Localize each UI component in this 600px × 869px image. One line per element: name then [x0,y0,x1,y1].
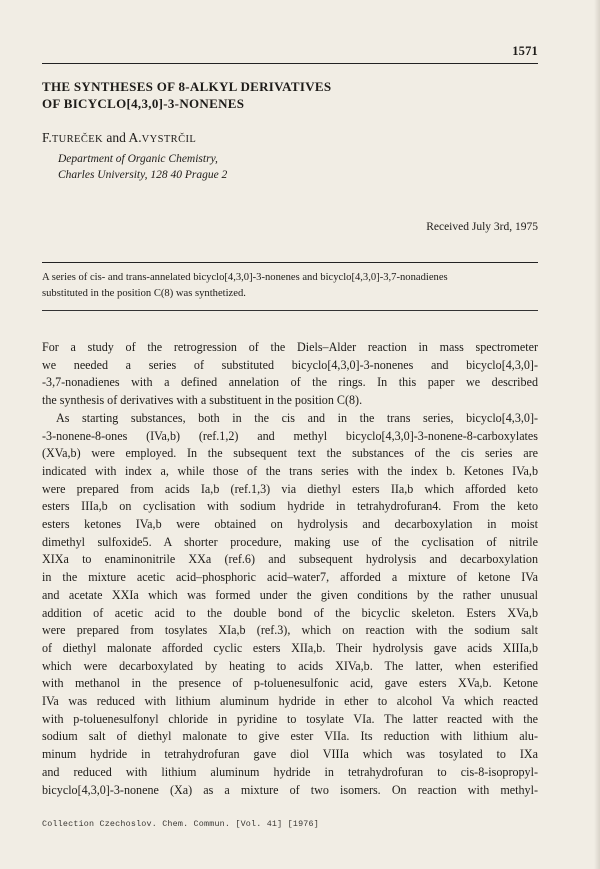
abstract-line-2: substituted in the position C(8) was synthetized. [42,287,246,299]
title-line-2: OF BICYCLO[4,3,0]-3-NONENES [42,96,245,111]
author1-initial: F. [42,130,52,145]
body-line: minum hydride in tetrahydrofuran gave diol VIIIa which was tosylated to IXa [42,747,538,762]
body-line: (XVa,b) were employed. In the subsequent text the substances of the cis series are [42,446,538,461]
body-line: IVa was reduced with lithium aluminum hydride in ether to alcohol Va which reacted [42,694,538,709]
author2-initial: A. [128,130,142,145]
body-line: were prepared from tosylates XIa,b (ref.3), which on reaction with the sodium salt [42,623,538,638]
scan-edge-shadow [594,0,600,869]
header-rule [42,63,538,64]
received-date: Received July 3rd, 1975 [426,221,538,233]
body-line: -3-nonene-8-ones (IVa,b) (ref.1,2) and methyl bicyclo[4,3,0]-3-nonene-8-carboxylates [42,428,538,443]
body-line: the synthesis of derivatives with a substituent in the position C(8). [42,393,363,408]
page-number: 1571 [512,44,538,58]
body-line: esters IIIa,b on cyclisation with sodium hydride in tetrahydrofuran4. From the keto [42,499,538,514]
body-line: indicated with index a, while those of the trans series with the index b. Ketones IVa,b [42,463,538,478]
body-line: which were decarboxylated by heating to acids XIVa,b. The latter, when esterified [42,658,538,673]
affiliation-line-1: Department of Organic Chemistry, [58,153,218,165]
body-line: were prepared from acids Ia,b (ref.1,3) via diethyl esters IIa,b which afforded keto [42,481,538,496]
author1-surname: TUREČEK [51,134,104,145]
abstract [42,270,538,301]
body-line: of diethyl malonate afforded cyclic esters XIIa,b. Their hydrolysis gave acids XIIIa,b [42,640,538,655]
body-line: and reduced with lithium aluminum hydride in tetrahydrofuran to cis-8-isopropyl- [42,764,538,779]
body-line: bicyclo[4,3,0]-3-nonene (Xa) as a mixture of two isomers. On reaction with methyl- [42,782,538,797]
body-line: with p-toluenesulfonyl chloride in pyridine to tosylate VIa. The latter reacted with the [42,711,538,726]
body-line: dimethyl sulfoxide5. A shorter procedure, making use of the cyclisation of nitrile [42,534,538,549]
body-line: For a study of the retrogression of the Diels–Alder reaction in mass spectrometer [42,340,538,354]
author-join: and [103,130,129,145]
body-line: -3,7-nonadienes with a defined annelation of the rings. In this paper we described [42,375,538,390]
body-line: and acetate XXIa which was formed under the given conditions by the rather unusual [42,587,538,602]
body-line: in the mixture acetic acid–phosphoric acid–water7, afforded a mixture of ketone IVa [42,570,538,585]
author2-surname: VYSTRČIL [141,134,197,145]
body-line: addition of acetic acid to the double bond of the bicyclic skeleton. Esters XVa,b [42,605,538,620]
body-line: XIXa to enaminonitrile XXa (ref.6) and subsequent hydrolysis and decarboxylation [42,552,538,567]
article-body [42,339,538,799]
body-line: As starting substances, both in the cis and in the trans series, bicyclo[4,3,0]- [56,410,538,425]
article-title [42,78,522,112]
journal-footer: Collection Czechoslov. Chem. Commun. [Vol. 41] [1976] [42,819,319,829]
authors [42,130,196,146]
affiliation [58,151,227,183]
body-line: sodium salt of diethyl malonate to give ester VIIa. Its reduction with lithium alu- [42,729,538,744]
abstract-top-rule [42,262,538,263]
affiliation-line-2: Charles University, 128 40 Prague 2 [58,169,228,181]
abstract-bottom-rule [42,310,538,311]
title-line-1: THE SYNTHESES OF 8-ALKYL DERIVATIVES [42,79,332,94]
abstract-line-1: A series of cis- and trans-annelated bicyclo[4,3,0]-3-nonenes and bicyclo[4,3,0]-3,7-nonadienes [42,272,448,283]
body-line: with methanol in the presence of p-toluenesulfonic acid, gave esters XVa,b. Ketone [42,676,538,691]
body-line: esters ketones IVa,b were obtained on hydrolysis and decarboxylation in moist [42,517,538,532]
body-line: we needed a series of substituted bicyclo[4,3,0]-3-nonenes and bicyclo[4,3,0]- [42,357,538,372]
